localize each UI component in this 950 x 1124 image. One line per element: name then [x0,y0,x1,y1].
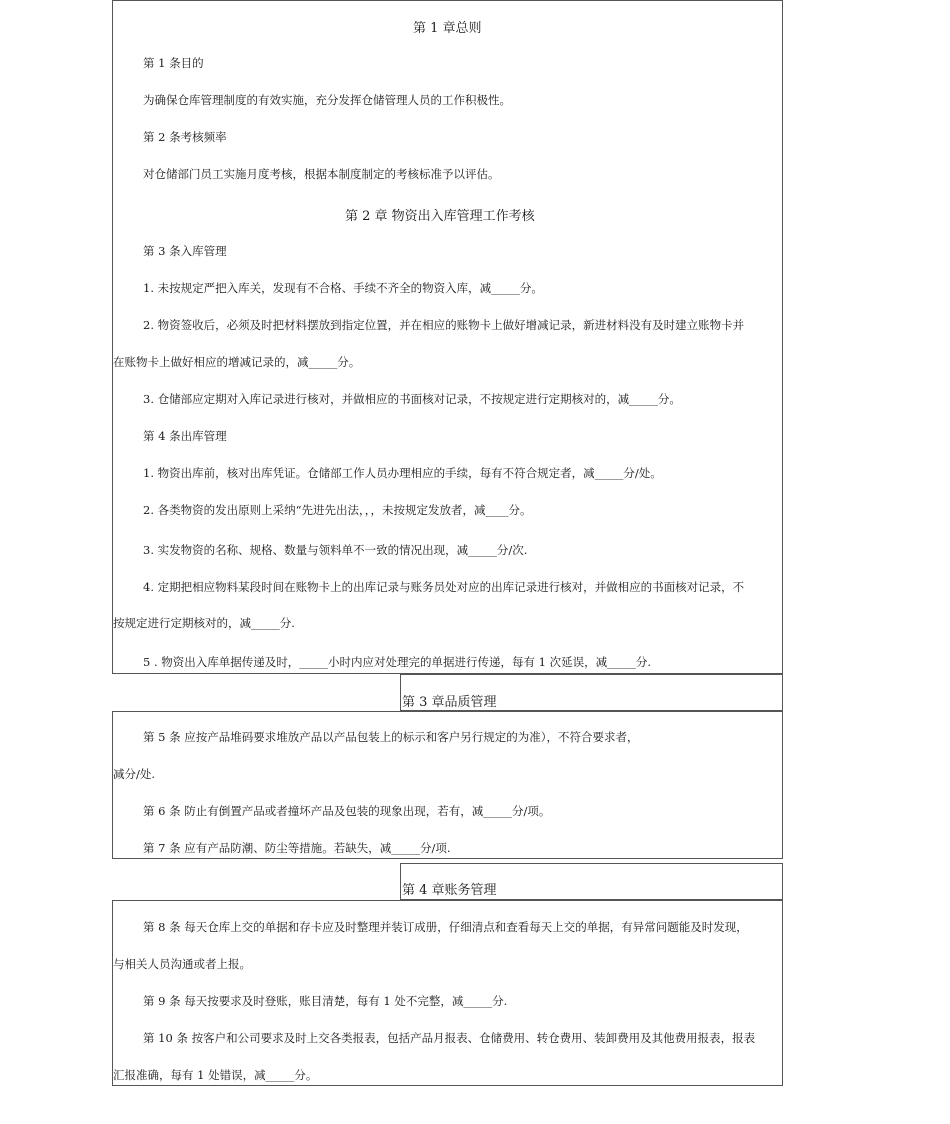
article-3-item-2-line1: 2. 物资签收后，必须及时把材料摆放到指定位置，并在相应的账物卡上做好增减记录，新进材料没有及时建立账物卡并 [143,318,745,332]
article-3-item-2-line2: 在账物卡上做好相应的增减记录的，减_____分。 [113,355,361,369]
article-4-item-2: 2. 各类物资的发出原则上采纳“先进先出法，，，未按规定发放者，减____分。 [143,503,532,517]
article-10-line1: 第 10 条 按客户和公司要求及时上交各类报表，包括产品月报表、仓储费用、转仓费用、装卸费用及其他费用报表，报表 [143,1031,756,1045]
article-4-item-3: 3. 实发物资的名称、规格、数量与领料单不一致的情况出现，减_____分/次. [143,543,528,557]
article-4-item-4-line1: 4. 定期把相应物料某段时间在账物卡上的出库记录与账务员处对应的出库记录进行核对，并做相应的书面核对记录，不 [143,580,745,594]
article-9: 第 9 条 每天按要求及时登账，账目清楚，每有 1 处不完整，减_____分. [143,994,508,1008]
article-4-item-4-line2: 按规定进行定期核对的，减_____分. [113,616,295,630]
chapter-3-title: 第 3 章品质管理 [402,695,497,710]
article-3-item-1: 1. 未按规定严把入库关，发现有不合格、手续不齐全的物资入库，减_____分。 [143,281,543,295]
article-1-text: 为确保仓库管理制度的有效实施，充分发挥仓储管理人员的工作积极性。 [143,93,511,107]
chapter-1-title: 第 1 章总则 [413,21,482,36]
article-5-line2: 减分/处. [113,767,156,781]
article-8-line1: 第 8 条 每天仓库上交的单据和存卡应及时整理并装订成册，仔细清点和查看每天上交的单据，有异常问题能及时发现， [143,920,748,934]
article-4-item-5: 5 . 物资出入库单据传递及时，_____小时内应对处理完的单据进行传递，每有 1 次延误，减_____分. [143,655,652,669]
chapter-3-header-cell [400,674,783,711]
article-4-item-1: 1. 物资出库前，核对出库凭证。仓储部工作人员办理相应的手续，每有不符合规定者，减_____分/处。 [143,466,662,480]
article-2-heading: 第 2 条考核频率 [143,130,227,144]
article-3-heading: 第 3 条入库管理 [143,244,227,258]
article-10-line2: 汇报准确，每有 1 处错误，减_____分。 [113,1068,318,1082]
article-5-line1: 第 5 条 应按产品堆码要求堆放产品以产品包装上的标示和客户另行规定的为准），不符合要求者， [143,730,639,744]
article-2-text: 对仓储部门员工实施月度考核，根据本制度制定的考核标准予以评估。 [143,167,500,181]
article-3-item-3: 3. 仓储部应定期对入库记录进行核对，并做相应的书面核对记录，不按规定进行定期核对的，减_____分。 [143,392,681,406]
article-6: 第 6 条 防止有倒置产品或者撞坏产品及包装的现象出现，若有，减_____分/项。 [143,804,551,818]
article-4-heading: 第 4 条出库管理 [143,429,227,443]
article-7: 第 7 条 应有产品防潮、防尘等措施。若缺失，减_____分/项. [143,841,451,855]
chapter-4-header-cell [400,863,783,900]
chapter-2-title: 第 2 章 物资出入库管理工作考核 [345,209,535,224]
chapter-4-title: 第 4 章账务管理 [402,883,497,898]
article-8-line2: 与相关人员沟通或者上报。 [113,957,251,971]
article-1-heading: 第 1 条目的 [143,56,204,70]
